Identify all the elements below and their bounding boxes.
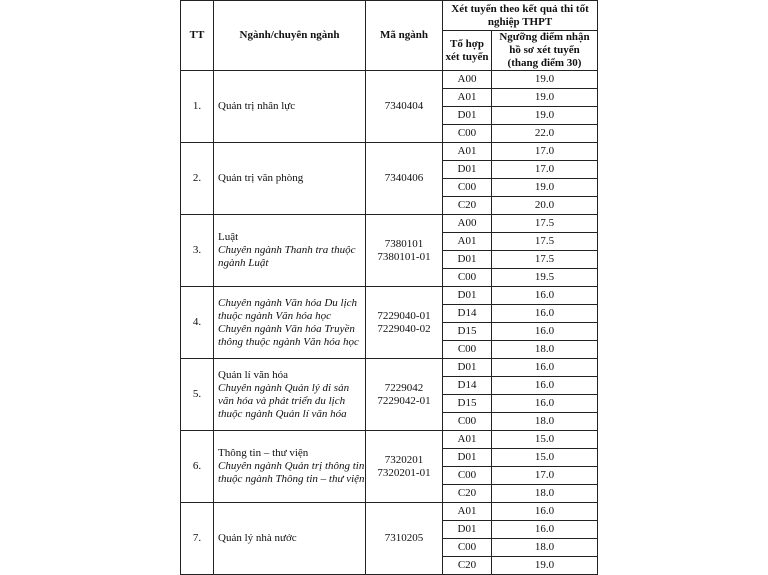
subject-combo: C20 [443, 557, 492, 575]
major-name-cell [214, 359, 366, 431]
major-code: 7340406 [384, 172, 424, 184]
table-row [181, 359, 598, 377]
header-exam-group: Xét tuyển theo kết quả thi tốt nghiệp THPT [443, 1, 598, 31]
threshold-score: 16.0 [492, 377, 598, 395]
major-code: 7380101-01 [377, 250, 431, 263]
subject-combo: A01 [443, 503, 492, 521]
table-row [181, 287, 598, 305]
major-code-cell [366, 359, 443, 431]
major-name: Quản trị văn phòng [218, 172, 304, 184]
subject-combo: A01 [443, 233, 492, 251]
major-code: 7229040-02 [377, 322, 431, 335]
subject-combo: A01 [443, 89, 492, 107]
threshold-score: 16.0 [492, 395, 598, 413]
subject-combo: D14 [443, 305, 492, 323]
subject-combo: A00 [443, 71, 492, 89]
threshold-score: 17.0 [492, 143, 598, 161]
subject-combo: D01 [443, 521, 492, 539]
header-combo: Tổ hợp xét tuyển [443, 31, 492, 71]
subject-combo: D15 [443, 395, 492, 413]
subject-combo: C20 [443, 485, 492, 503]
header-score: Ngưỡng điểm nhận hồ sơ xét tuyển (thang điểm 30) [492, 31, 598, 71]
major-name-cell [214, 215, 366, 287]
subject-combo: C00 [443, 539, 492, 557]
header-tt: TT [181, 1, 214, 71]
specialization-name: Chuyên ngành Quản trị thông tin thuộc ngành Thông tin – thư viện [218, 460, 365, 485]
major-code: 7310205 [384, 532, 424, 544]
threshold-score: 18.0 [492, 485, 598, 503]
threshold-score: 16.0 [492, 305, 598, 323]
table-row [181, 431, 598, 449]
table-row [181, 143, 598, 161]
subject-combo: C00 [443, 269, 492, 287]
major-code: 7380101 [384, 237, 424, 250]
specialization-name: Chuyên ngành Thanh tra thuộc ngành Luật [218, 244, 356, 269]
threshold-score: 19.0 [492, 71, 598, 89]
subject-combo: D14 [443, 377, 492, 395]
threshold-score: 15.0 [492, 449, 598, 467]
threshold-score: 15.0 [492, 431, 598, 449]
subject-combo: D01 [443, 449, 492, 467]
threshold-score: 20.0 [492, 197, 598, 215]
subject-combo: D01 [443, 359, 492, 377]
threshold-score: 18.0 [492, 341, 598, 359]
header-code: Mã ngành [366, 1, 443, 71]
major-code-cell [366, 143, 443, 215]
threshold-score: 16.0 [492, 521, 598, 539]
major-name-cell [214, 287, 366, 359]
row-number: 4. [181, 287, 214, 359]
major-code: 7229042 [384, 381, 424, 394]
major-name: Quản lý nhà nước [218, 532, 297, 544]
major-code: 7229040-01 [377, 309, 431, 322]
threshold-score: 18.0 [492, 413, 598, 431]
threshold-score: 19.0 [492, 557, 598, 575]
major-name: Thông tin – thư viện [218, 447, 309, 459]
threshold-score: 16.0 [492, 503, 598, 521]
header-major: Ngành/chuyên ngành [214, 1, 366, 71]
table-header [181, 1, 598, 71]
subject-combo: A01 [443, 431, 492, 449]
table-body [181, 71, 598, 575]
major-name: Luật [218, 231, 239, 243]
row-number: 5. [181, 359, 214, 431]
specialization-name: Chuyên ngành Văn hóa Du lịch thuộc ngành Văn hóa học [218, 296, 358, 322]
major-code-cell [366, 431, 443, 503]
table-row [181, 503, 598, 521]
subject-combo: C00 [443, 125, 492, 143]
major-code: 7320201 [384, 453, 424, 466]
major-name: Quản trị nhân lực [218, 100, 296, 112]
threshold-score: 18.0 [492, 539, 598, 557]
threshold-score: 16.0 [492, 359, 598, 377]
major-code: 7229042-01 [377, 394, 431, 407]
major-code: 7320201-01 [377, 466, 431, 479]
admission-score-table [180, 0, 598, 575]
major-name-cell [214, 71, 366, 143]
subject-combo: C00 [443, 341, 492, 359]
threshold-score: 19.0 [492, 89, 598, 107]
table-row [181, 215, 598, 233]
threshold-score: 16.0 [492, 323, 598, 341]
subject-combo: A01 [443, 143, 492, 161]
threshold-score: 19.0 [492, 179, 598, 197]
threshold-score: 17.5 [492, 251, 598, 269]
threshold-score: 17.0 [492, 467, 598, 485]
major-name-cell [214, 143, 366, 215]
specialization-name: Chuyên ngành Quản lý di sản văn hóa và phát triển du lịch thuộc ngành Quản lí văn hóa [218, 381, 350, 420]
row-number: 1. [181, 71, 214, 143]
major-name: Quản lí văn hóa [218, 368, 288, 381]
major-code-cell [366, 287, 443, 359]
subject-combo: D01 [443, 251, 492, 269]
row-number: 6. [181, 431, 214, 503]
table-row [181, 71, 598, 89]
major-name-cell [214, 503, 366, 575]
subject-combo: A00 [443, 215, 492, 233]
subject-combo: D01 [443, 107, 492, 125]
threshold-score: 17.5 [492, 233, 598, 251]
threshold-score: 16.0 [492, 287, 598, 305]
subject-combo: C00 [443, 179, 492, 197]
major-code-cell [366, 503, 443, 575]
major-name-cell [214, 431, 366, 503]
subject-combo: D15 [443, 323, 492, 341]
subject-combo: C20 [443, 197, 492, 215]
subject-combo: D01 [443, 161, 492, 179]
row-number: 2. [181, 143, 214, 215]
major-code: 7340404 [384, 100, 424, 112]
specialization-name: Chuyên ngành Văn hóa Truyền thông thuộc ngành Văn hóa học [218, 322, 359, 348]
admission-table-document [180, 0, 597, 571]
major-code-cell [366, 215, 443, 287]
major-code-cell [366, 71, 443, 143]
threshold-score: 17.5 [492, 215, 598, 233]
threshold-score: 19.0 [492, 107, 598, 125]
subject-combo: D01 [443, 287, 492, 305]
threshold-score: 19.5 [492, 269, 598, 287]
threshold-score: 22.0 [492, 125, 598, 143]
row-number: 3. [181, 215, 214, 287]
subject-combo: C00 [443, 413, 492, 431]
threshold-score: 17.0 [492, 161, 598, 179]
subject-combo: C00 [443, 467, 492, 485]
row-number: 7. [181, 503, 214, 575]
